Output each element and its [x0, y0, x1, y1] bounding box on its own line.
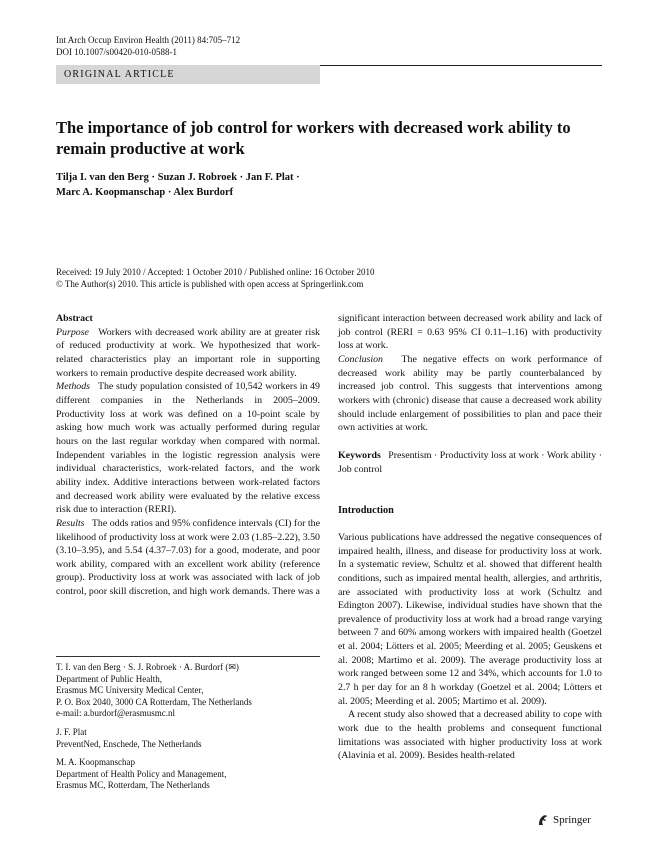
- abstract-results: [56, 517, 320, 599]
- affiliation-3: [56, 757, 320, 792]
- footnote-rule: [56, 656, 320, 657]
- methods-text: The study population consisted of 10,542 workers in 49 different companies in the Netherlands in 2005–2009. Productivity loss at work was defined on a 10-point scale by asking how much work was actually performed during regular hours on the last regular workday when compared with normal. Independent variables in the logistic regression analysis were individual characteristics, work-related factors, and the work ability index. Additive interactions between work-related factors and decreased work ability were evaluated by the relative excess risk due to interaction (RERI).: [56, 381, 320, 516]
- keywords: [338, 449, 602, 476]
- introduction-paragraph-2: A recent study also showed that a decreased ability to cope with work due to the health problems and consequent functional limitations was associated with higher productivity loss at work (Alavinia et al. 2009). Besides health-related: [338, 709, 602, 762]
- copyright-line: © The Author(s) 2010. This article is published with open access at Springerlink.com: [56, 279, 364, 289]
- author-list: [56, 170, 476, 200]
- affiliation-line: Erasmus MC, Rotterdam, The Netherlands: [56, 780, 210, 791]
- springer-horse-icon: [536, 813, 550, 827]
- author-line-1: Tilja I. van den Berg · Suzan J. Robroek · Jan F. Plat ·: [56, 172, 300, 183]
- purpose-text: Workers with decreased work ability are at greater risk of reduced productivity at work. We hypothesized that work-related characteristics play an important role in supporting workers to remain productive despite decreased work ability.: [56, 326, 320, 379]
- introduction-heading-wrap: [338, 504, 602, 518]
- introduction-heading: Introduction: [338, 505, 394, 517]
- affiliation-1: [56, 662, 320, 720]
- affiliation-line: M. A. Koopmanschap: [56, 757, 135, 768]
- abstract-heading: Abstract: [56, 313, 93, 324]
- journal-header: [56, 35, 240, 58]
- affiliation-line: T. I. van den Berg · S. J. Robroek · A. Burdorf (✉): [56, 662, 239, 672]
- journal-doi: DOI 10.1007/s00420-010-0588-1: [56, 46, 177, 57]
- affiliation-2: [56, 727, 320, 750]
- paper-title: The importance of job control for workers with decreased work ability to remain productive at work: [56, 118, 571, 158]
- abstract-left-column: [56, 312, 320, 599]
- abstract-conclusion: [338, 353, 602, 435]
- results-text: The odds ratios and 95% confidence intervals (CI) for the likelihood of productivity loss at work were 2.03 (1.85–2.22), 3.50 (3.10–3.95), and 5.54 (4.37–7.03) for a good, moderate, and poor work ability, compared with an excellent work ability (reference group). Productivity loss at work was associated with lack of job control, poor skill discretion, and high work demands. There was a: [56, 517, 321, 598]
- article-type-banner: ORIGINAL ARTICLE: [56, 65, 320, 84]
- abstract-purpose: [56, 326, 320, 381]
- affiliation-line: PreventNed, Enschede, The Netherlands: [56, 738, 202, 749]
- publisher-name: Springer: [553, 814, 591, 826]
- publication-dates: [56, 266, 374, 290]
- conclusion-text: The negative effects on work performance of decreased work ability may be partly counterbalanced by increased job control. This suggests that interventions among workers with (chronic) disease that cause a decreased work ability should include enlargement of possibilities to plan and pace their own activities at work.: [338, 353, 602, 434]
- affiliation-line: Department of Health Policy and Management,: [56, 768, 227, 779]
- affiliation-line: J. F. Plat: [56, 726, 87, 737]
- results-continued: significant interaction between decreased work ability and lack of job control (RERI = 0.63 95% CI 0.11–1.16) with productivity loss at work.: [338, 313, 602, 352]
- author-affiliations: [56, 662, 320, 799]
- affiliation-line: Department of Public Health,: [56, 673, 162, 684]
- abstract-methods: [56, 380, 320, 517]
- affiliation-line: Erasmus MC University Medical Center,: [56, 685, 204, 696]
- introduction-paragraph-1: Various publications have addressed the negative consequences of impaired health, illness, and disease for productivity loss at work. In a systematic review, Schultz et al. showed that different health conditions, such as impaired mental health, allergies, and arthritis, are associated with productivity loss at work (Schultz and Edington 2007). Likewise, individual studies have shown that the prevalence of productivity loss at work had a broad range varying between 7 and 60% among workers with impaired health (Goetzel et al. 2004; Lötters et al. 2005; Meerding et al. 2005; Geuskens et al. 2008; Martimo et al. 2009). The average productivity loss at work ranged between some 12 and 34%, which accounts for 1.0 to 2.7 h per day for an 8 h workday (Goetzel et al. 2004; Lötters et al. 2005; Meerding et al. 2005; Martimo et al. 2009).: [338, 531, 602, 707]
- results-label: Results: [56, 517, 85, 529]
- keywords-text: Presentism · Productivity loss at work · Work ability · Job control: [338, 449, 602, 475]
- author-line-2: Marc A. Koopmanschap · Alex Burdorf: [56, 187, 234, 198]
- purpose-label: Purpose: [56, 326, 89, 338]
- conclusion-label: Conclusion: [338, 353, 383, 365]
- affiliation-line: P. O. Box 2040, 3000 CA Rotterdam, The Netherlands: [56, 696, 252, 707]
- right-column: [338, 312, 602, 763]
- journal-citation: Int Arch Occup Environ Health (2011) 84:705–712: [56, 35, 241, 45]
- affiliation-email[interactable]: e-mail: a.burdorf@erasmusmc.nl: [56, 708, 175, 719]
- received-line: Received: 19 July 2010 / Accepted: 1 October 2010 / Published online: 16 October 2010: [56, 267, 375, 277]
- keywords-label: Keywords: [338, 449, 381, 461]
- publisher-logo: [536, 813, 591, 827]
- methods-label: Methods: [56, 381, 91, 393]
